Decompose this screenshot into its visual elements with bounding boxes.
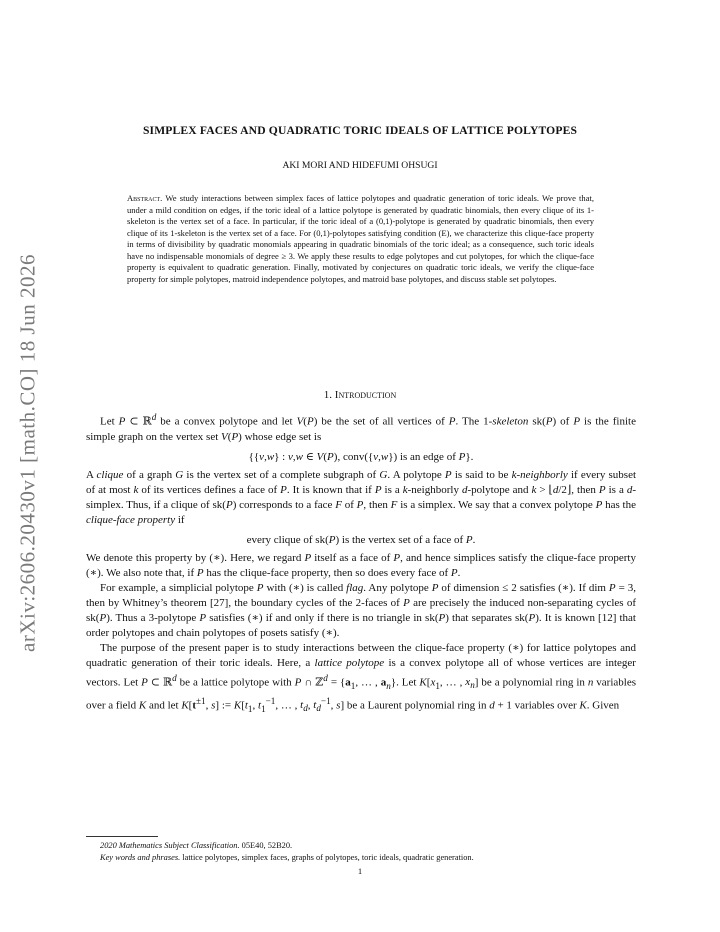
section-title: Introduction xyxy=(334,389,397,401)
section-heading xyxy=(90,389,630,401)
paper-authors: AKI MORI AND HIDEFUMI OHSUGI xyxy=(282,160,438,171)
paragraph: We denote this property by (∗). Here, we regard P itself as a face of P, and hence simplices satisfy the clique-face property (∗). We also note that, if P has the clique-face property, then so does every face of P. xyxy=(86,551,636,579)
keywords-label: Key words and phrases. xyxy=(100,853,181,862)
arxiv-stamp-text: arXiv:2606.20430v1 [math.CO] 18 Jun 2026 xyxy=(15,254,40,652)
arxiv-stamp xyxy=(10,248,46,658)
paragraph: For example, a simplicial polytope P with (∗) is called flag. Any polytope P of dimension ≤ 2 satisfies (∗). If dim P = 3, then by Whitney’s theorem [27], the boundary cycles of the 2-faces of P are precisely the induced non-separating cycles of sk(P). Thus a 3-polytope P satisfies (∗) if and only if there is no triangle in sk(P) that separates sk(P). It is known [12] that order polytopes and chain polytopes of posets satisfy (∗). xyxy=(86,581,636,639)
page-number: 1 xyxy=(357,866,363,876)
abstract-text: We study interactions between simplex faces of lattice polytopes and quadratic generation of toric ideals. We prove that, under a mild condition on edges, if the toric ideal of a lattice polytope is generated by quadratic binomials, then every clique of its 1-skeleton is the vertex set of a face. In particular, if the toric ideal of a (0,1)-polytope is generated by quadratic binomials, then every clique of its 1-skeleton is the vertex set of a face. For (0,1)-polytopes satisfying condition (E), we characterize this clique-face property in terms of divisibility by quadratic monomials appearing in quadratic binomials of the toric ideal; as a consequence, such toric ideals have no indispensable monomials of degree ≥ 3. We apply these results to edge polytopes and cut polytopes, for which the clique-face property is equivalent to quadratic generation. Finally, motivated by conjectures on quadratic toric ideals, we verify the clique-face property for simple polytopes, matroid independence polytopes, and matroid base polytopes, and discuss stable set polytopes. xyxy=(127,193,595,284)
abstract-label: Abstract. xyxy=(127,193,163,203)
section-number: 1. xyxy=(323,389,333,401)
body-text xyxy=(86,410,636,716)
display-formula: every clique of sk(P) is the vertex set of a face of P. xyxy=(246,533,476,546)
paper-title: SIMPLEX FACES AND QUADRATIC TORIC IDEALS OF LATTICE POLYTOPES xyxy=(142,124,578,137)
display-formula: {{v,w} : v,w ∈ V(P), conv({v,w}) is an edge of P}. xyxy=(248,450,474,463)
footnote-msc xyxy=(100,840,640,851)
keywords-text: lattice polytopes, simplex faces, graphs of polytopes, toric ideals, quadratic generation. xyxy=(182,853,474,862)
msc-codes: 05E40, 52B20. xyxy=(241,841,293,850)
paragraph: A clique of a graph G is the vertex set of a complete subgraph of G. A polytope P is said to be k-neighborly if every subset of at most k of its vertices defines a face of P. It is known that if P is a k-neighborly d-polytope and k > ⌊d/2⌋, then P is a d-simplex. Thus, if a clique of sk(P) corresponds to a face F of P, then F is a simplex. We say that a convex polytope P has the clique-face property if xyxy=(86,468,637,526)
abstract xyxy=(127,193,594,285)
footnote-keywords xyxy=(100,852,640,863)
msc-label: 2020 Mathematics Subject Classification. xyxy=(100,841,240,850)
footnote-rule xyxy=(86,836,158,837)
paragraph: The purpose of the present paper is to study interactions between the clique-face property (∗) for lattice polytopes and quadratic generation of their toric ideals. Here, a lattice polytope is a convex polytope all of whose vertices are integer vectors. Let P ⊂ ℝ$^d$ be a lattice polytope with P ∩ ℤ$^d$ = {$a_1$, … , $a_n$}. Let $K[x_1$, … , $x_n$] be a polynomial ring in n variables over a field K and let $K[t^{\pm 1}$, s] := $K[t_1$, $t_1^{-1}$, … , $t_d$, $t_d^{-1}$, s] be a Laurent polynomial ring in d + 1 variables over K. Given xyxy=(86,641,637,714)
paragraph: Let P ⊂ ℝ$^d$ be a convex polytope and let V(P) be the set of all vertices of P. The 1-skeleton sk(P) of P is the finite simple graph on the vertex set V(P) whose edge set is xyxy=(86,412,636,443)
